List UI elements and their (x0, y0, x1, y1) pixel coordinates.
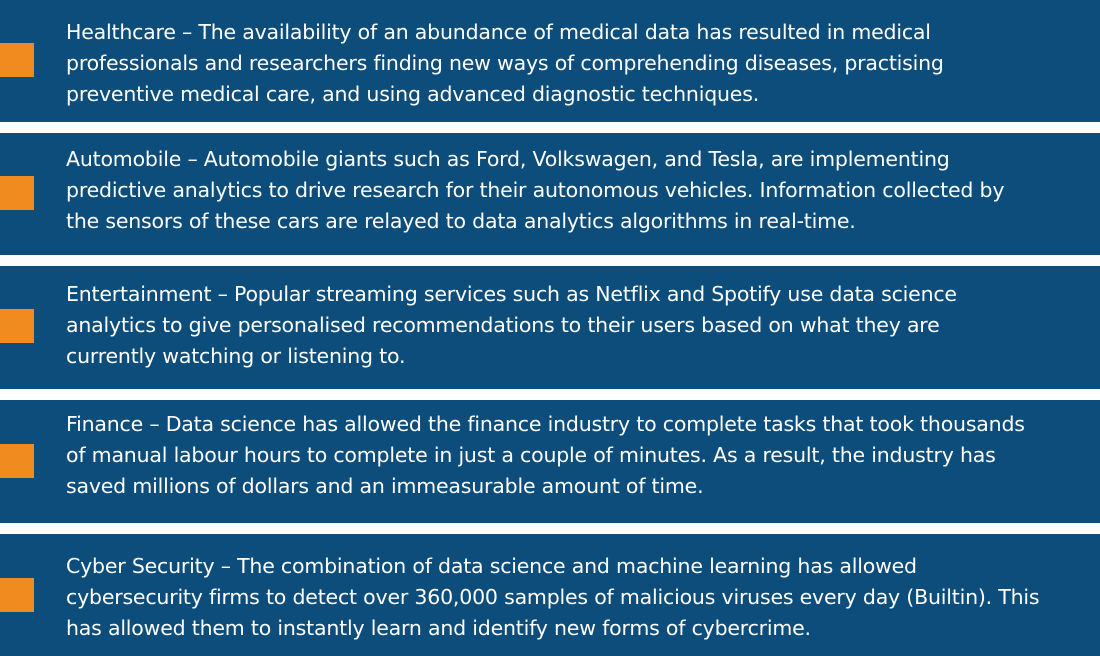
item-text-line: cybersecurity firms to detect over 360,000 samples of malicious viruses every day (Builtin). This (66, 585, 1040, 609)
list-item-automobile (0, 133, 1100, 255)
item-text-line: has allowed them to instantly learn and identify new forms of cybercrime. (66, 616, 811, 640)
list-item-healthcare (0, 0, 1100, 122)
item-text-line: professionals and researchers finding new ways of comprehending diseases, practising (66, 51, 944, 75)
item-text-line: predictive analytics to drive research for their autonomous vehicles. Information collected by (66, 178, 1005, 202)
item-text (66, 409, 1088, 502)
list-item-entertainment (0, 266, 1100, 389)
square-bullet-icon (0, 444, 34, 478)
item-text-line: of manual labour hours to complete in just a couple of minutes. As a result, the industry has (66, 443, 996, 467)
item-text-line: Finance – Data science has allowed the finance industry to complete tasks that took thousands (66, 412, 1025, 436)
item-text-line: Cyber Security – The combination of data science and machine learning has allowed (66, 554, 917, 578)
item-text-line: the sensors of these cars are relayed to data analytics algorithms in real-time. (66, 209, 856, 233)
item-text-line: Automobile – Automobile giants such as Ford, Volkswagen, and Tesla, are implementing (66, 147, 950, 171)
item-text (66, 279, 1088, 372)
square-bullet-icon (0, 176, 34, 210)
item-text-line: analytics to give personalised recommendations to their users based on what they are (66, 313, 940, 337)
item-text-line: Healthcare – The availability of an abundance of medical data has resulted in medical (66, 20, 931, 44)
square-bullet-icon (0, 43, 34, 77)
square-bullet-icon (0, 578, 34, 612)
item-text (66, 17, 1088, 110)
item-text (66, 144, 1088, 237)
list-item-finance (0, 400, 1100, 523)
item-text (66, 551, 1088, 644)
list-item-cyber-security (0, 534, 1100, 656)
item-text-line: preventive medical care, and using advanced diagnostic techniques. (66, 82, 760, 106)
item-text-line: Entertainment – Popular streaming services such as Netflix and Spotify use data science (66, 282, 957, 306)
item-text-line: saved millions of dollars and an immeasurable amount of time. (66, 474, 704, 498)
item-text-line: currently watching or listening to. (66, 344, 406, 368)
square-bullet-icon (0, 309, 34, 343)
